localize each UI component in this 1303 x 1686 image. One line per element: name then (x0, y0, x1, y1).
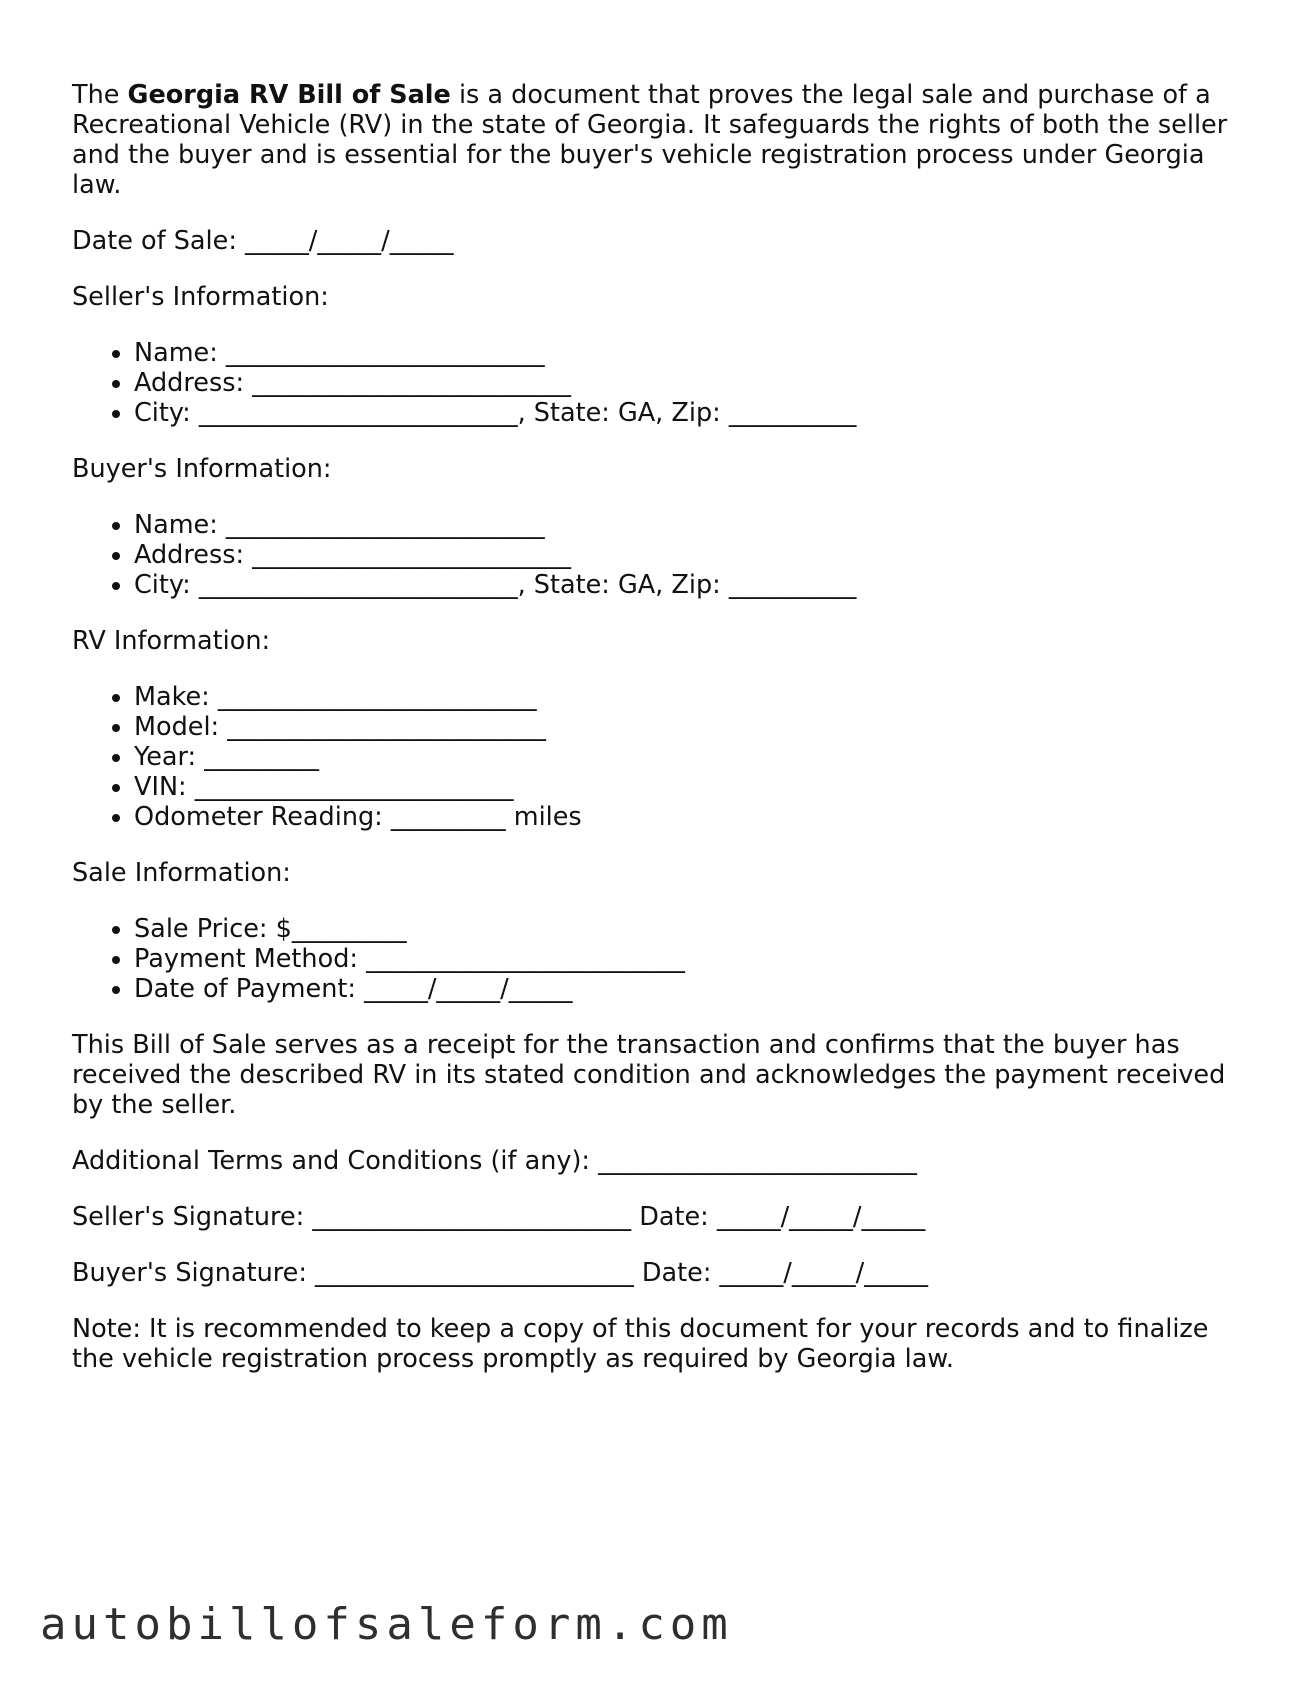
buyer-info-list (72, 510, 1232, 600)
buyer-city-field[interactable]: • City: _________________________, State: GA, Zip: __________ (134, 570, 1232, 600)
document-title: Georgia RV Bill of Sale (127, 80, 451, 110)
seller-city-field[interactable]: • City: _________________________, State: GA, Zip: __________ (134, 398, 1232, 428)
rv-vin-field[interactable]: • VIN: _________________________ (134, 772, 1232, 802)
additional-terms-field[interactable]: Additional Terms and Conditions (if any): _________________________ (72, 1146, 917, 1176)
receipt-paragraph: This Bill of Sale serves as a receipt for the transaction and confirms that the buyer has received the described RV in its stated condition and acknowledges the payment received by the seller. (72, 1030, 1226, 1120)
buyer-name-field[interactable]: • Name: _________________________ (134, 510, 1232, 540)
site-watermark: autobillofsaleform.com (40, 1599, 733, 1650)
seller-signature-field[interactable]: Seller's Signature: _________________________ Date: _____/_____/_____ (72, 1202, 926, 1232)
intro-prefix: The (72, 80, 128, 110)
rv-info-list (72, 682, 1232, 832)
bill-of-sale-document (72, 80, 1232, 1400)
rv-heading: RV Information: (72, 626, 271, 656)
sale-price-field[interactable]: • Sale Price: $_________ (134, 914, 1232, 944)
seller-name-field[interactable]: • Name: _________________________ (134, 338, 1232, 368)
sale-info-list (72, 914, 1232, 1004)
note-paragraph: Note: It is recommended to keep a copy of this document for your records and to finalize the vehicle registration process promptly as required by Georgia law. (72, 1314, 1209, 1374)
rv-make-field[interactable]: • Make: _________________________ (134, 682, 1232, 712)
seller-info-list (72, 338, 1232, 428)
rv-year-field[interactable]: • Year: _________ (134, 742, 1232, 772)
date-of-payment-field[interactable]: • Date of Payment: _____/_____/_____ (134, 974, 1232, 1004)
rv-model-field[interactable]: • Model: _________________________ (134, 712, 1232, 742)
rv-odometer-field[interactable]: • Odometer Reading: _________ miles (134, 802, 1232, 832)
sale-heading: Sale Information: (72, 858, 291, 888)
seller-address-field[interactable]: • Address: _________________________ (134, 368, 1232, 398)
seller-heading: Seller's Information: (72, 282, 329, 312)
buyer-signature-field[interactable]: Buyer's Signature: _________________________ Date: _____/_____/_____ (72, 1258, 928, 1288)
payment-method-field[interactable]: • Payment Method: _________________________ (134, 944, 1232, 974)
intro-paragraph (72, 80, 1232, 200)
intro-body: is a document that proves the legal sale and purchase of a Recreational Vehicle (RV) in the state of Georgia. It safeguards the rights of both the seller and the buyer and is essential for the buyer's vehicle registration process under Georgia law. (72, 80, 1228, 200)
buyer-heading: Buyer's Information: (72, 454, 332, 484)
date-of-sale-field[interactable]: Date of Sale: _____/_____/_____ (72, 226, 454, 256)
buyer-address-field[interactable]: • Address: _________________________ (134, 540, 1232, 570)
